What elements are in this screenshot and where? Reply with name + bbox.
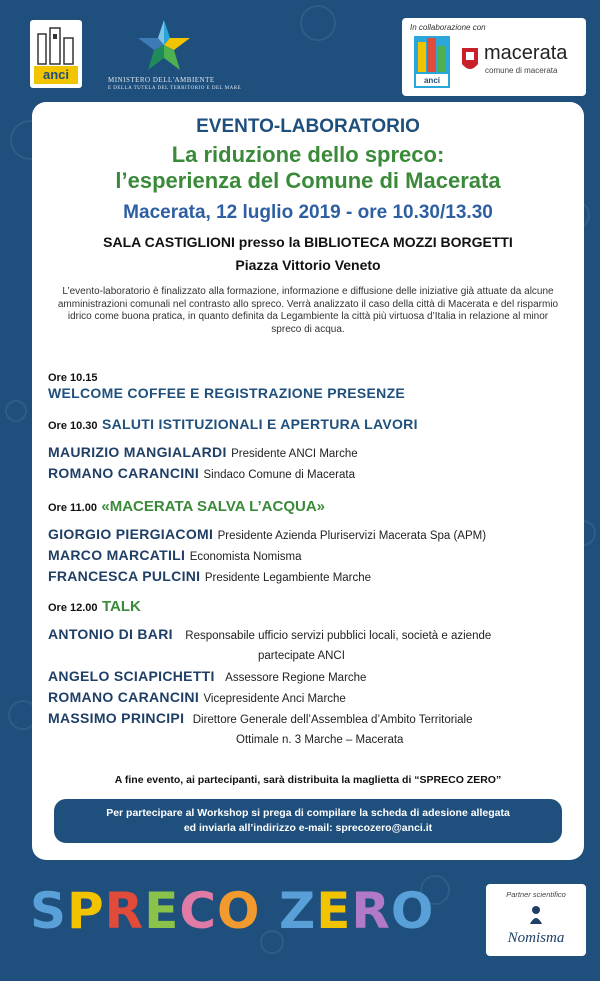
speaker-row [48, 568, 371, 586]
session-title: WELCOME COFFEE E REGISTRAZIONE PRESENZE [48, 385, 406, 401]
brand-letter [261, 882, 279, 940]
session-time: Ore 10.15 [48, 372, 98, 384]
session-3-row [48, 498, 325, 516]
banner-line-2: ed inviarla all’indirizzo e-mail: sprecozero@anci.it [183, 822, 433, 834]
collaboration-box [402, 18, 586, 96]
brand-letter: R [351, 882, 391, 940]
registration-banner [54, 799, 562, 843]
speaker-name: GIORGIO PIERGIACOMI [48, 526, 214, 542]
anci-wordmark: anci [34, 66, 78, 84]
ministero-logo [108, 18, 248, 93]
speaker-role: Assessore Regione Marche [225, 672, 367, 684]
partner-label: Partner scientifico [506, 890, 566, 899]
banner-line-1: Per partecipare al Workshop si prega di compilare la scheda di adesione allegata [106, 807, 510, 819]
event-card [32, 102, 584, 860]
speaker-role: Presidente ANCI Marche [231, 448, 358, 460]
speaker-name: MAURIZIO MANGIALARDI [48, 444, 227, 460]
speaker-row [48, 689, 346, 707]
session-time: Ore 11.00 [48, 502, 97, 514]
macerata-name: macerata [484, 42, 568, 64]
partner-box [486, 884, 586, 956]
speaker-row [48, 626, 491, 644]
event-square: Piazza Vittorio Veneto [235, 257, 381, 273]
brand-letter: P [67, 882, 105, 940]
speaker-row [48, 710, 472, 728]
speaker-name: MASSIMO PRINCIPI [48, 710, 185, 726]
anci-marche-logo [414, 36, 450, 88]
brand-letter: R [104, 882, 145, 940]
speaker-row [48, 526, 486, 544]
speaker-role: Vicepresidente Anci Marche [203, 693, 346, 705]
brand-letter: C [179, 882, 218, 940]
brand-letter: O [390, 882, 435, 940]
event-date: Macerata, 12 luglio 2019 - ore 10.30/13.30 [123, 202, 493, 223]
speaker-name: MARCO MARCATILI [48, 547, 186, 563]
event-title-line1: La riduzione dello spreco: [171, 142, 445, 167]
session-title: «MACERATA SALVA L’ACQUA» [101, 498, 326, 515]
event-title-line2: l’esperienza del Comune di Macerata [115, 168, 501, 193]
anci-logo [30, 20, 82, 88]
ministry-name: MINISTERO DELL'AMBIENTE [108, 76, 215, 84]
speaker-role: Economista Nomisma [189, 551, 302, 563]
speaker-role: Direttore Generale dell’Assemblea d’Ambito Territoriale [192, 714, 473, 726]
event-venue: SALA CASTIGLIONI presso la BIBLIOTECA MOZZI BORGETTI [103, 234, 513, 250]
speaker-role: Presidente Legambiente Marche [204, 572, 372, 584]
macerata-subtitle: comune di macerata [485, 66, 558, 75]
speaker-name: ANTONIO DI BARI [48, 626, 173, 642]
speaker-name: FRANCESCA PULCINI [48, 568, 201, 584]
ministry-star-icon [134, 18, 194, 72]
speaker-role-continuation [258, 646, 345, 664]
session-title: TALK [102, 598, 141, 615]
brand-letter: E [144, 882, 180, 940]
partner-name: Nomisma [507, 930, 565, 946]
final-note: A fine evento, ai partecipanti, sarà distribuita la maglietta di “SPRECO ZERO” [114, 774, 502, 786]
speaker-role: Sindaco Comune di Macerata [203, 469, 355, 481]
speaker-row [48, 465, 355, 483]
speaker-name: ANGELO SCIAPICHETTI [48, 668, 215, 684]
nomisma-emblem-icon [528, 904, 544, 926]
session-2-row [48, 416, 418, 434]
session-4-row [48, 598, 141, 616]
svg-text:anci: anci [423, 76, 441, 85]
ministry-subname: E DELLA TUTELA DEL TERRITORIO E DEL MARE [108, 86, 242, 91]
session-1-time-row [48, 368, 98, 386]
speaker-role: Ottimale n. 3 Marche – Macerata [236, 734, 404, 746]
speaker-row [48, 547, 302, 565]
brand-letter: S [30, 882, 68, 940]
speaker-role: Presidente Azienda Pluriservizi Macerata Spa (APM) [217, 530, 487, 542]
macerata-crest-icon [460, 46, 480, 74]
brand-letter: O [217, 882, 261, 940]
speaker-role: Responsabile ufficio servizi pubblici locali, società e aziende [185, 630, 492, 642]
spreco-zero-logo [30, 882, 434, 940]
session-time: Ore 10.30 [48, 420, 98, 432]
brand-letter: Z [278, 882, 317, 940]
speaker-row [48, 668, 366, 686]
brand-letter: E [316, 882, 352, 940]
speaker-name: ROMANO CARANCINI [48, 465, 200, 481]
collab-label: In collaborazione con [410, 23, 486, 32]
speaker-row [48, 444, 358, 462]
speaker-name: ROMANO CARANCINI [48, 689, 200, 705]
speaker-role: partecipate ANCI [258, 650, 345, 662]
session-title: SALUTI ISTITUZIONALI E APERTURA LAVORI [102, 416, 418, 432]
session-1-title-row [48, 385, 405, 403]
event-type: EVENTO-LABORATORIO [196, 116, 420, 137]
session-time: Ore 12.00 [48, 602, 98, 614]
speaker-role-continuation [236, 730, 403, 748]
towers-icon [36, 26, 76, 66]
event-description: L’evento-laboratorio è finalizzato alla formazione, informazione e diffusione delle iniziative già attuate da alcune amministrazioni comunali nel contrasto allo spreco. Verrà analizzato il caso della città di Macerata e del risparmio idrico come buona pratica, in quanto definita da Legambiente la città più virtuosa d’Italia in relazione al minor spreco di acqua. [57, 286, 559, 335]
